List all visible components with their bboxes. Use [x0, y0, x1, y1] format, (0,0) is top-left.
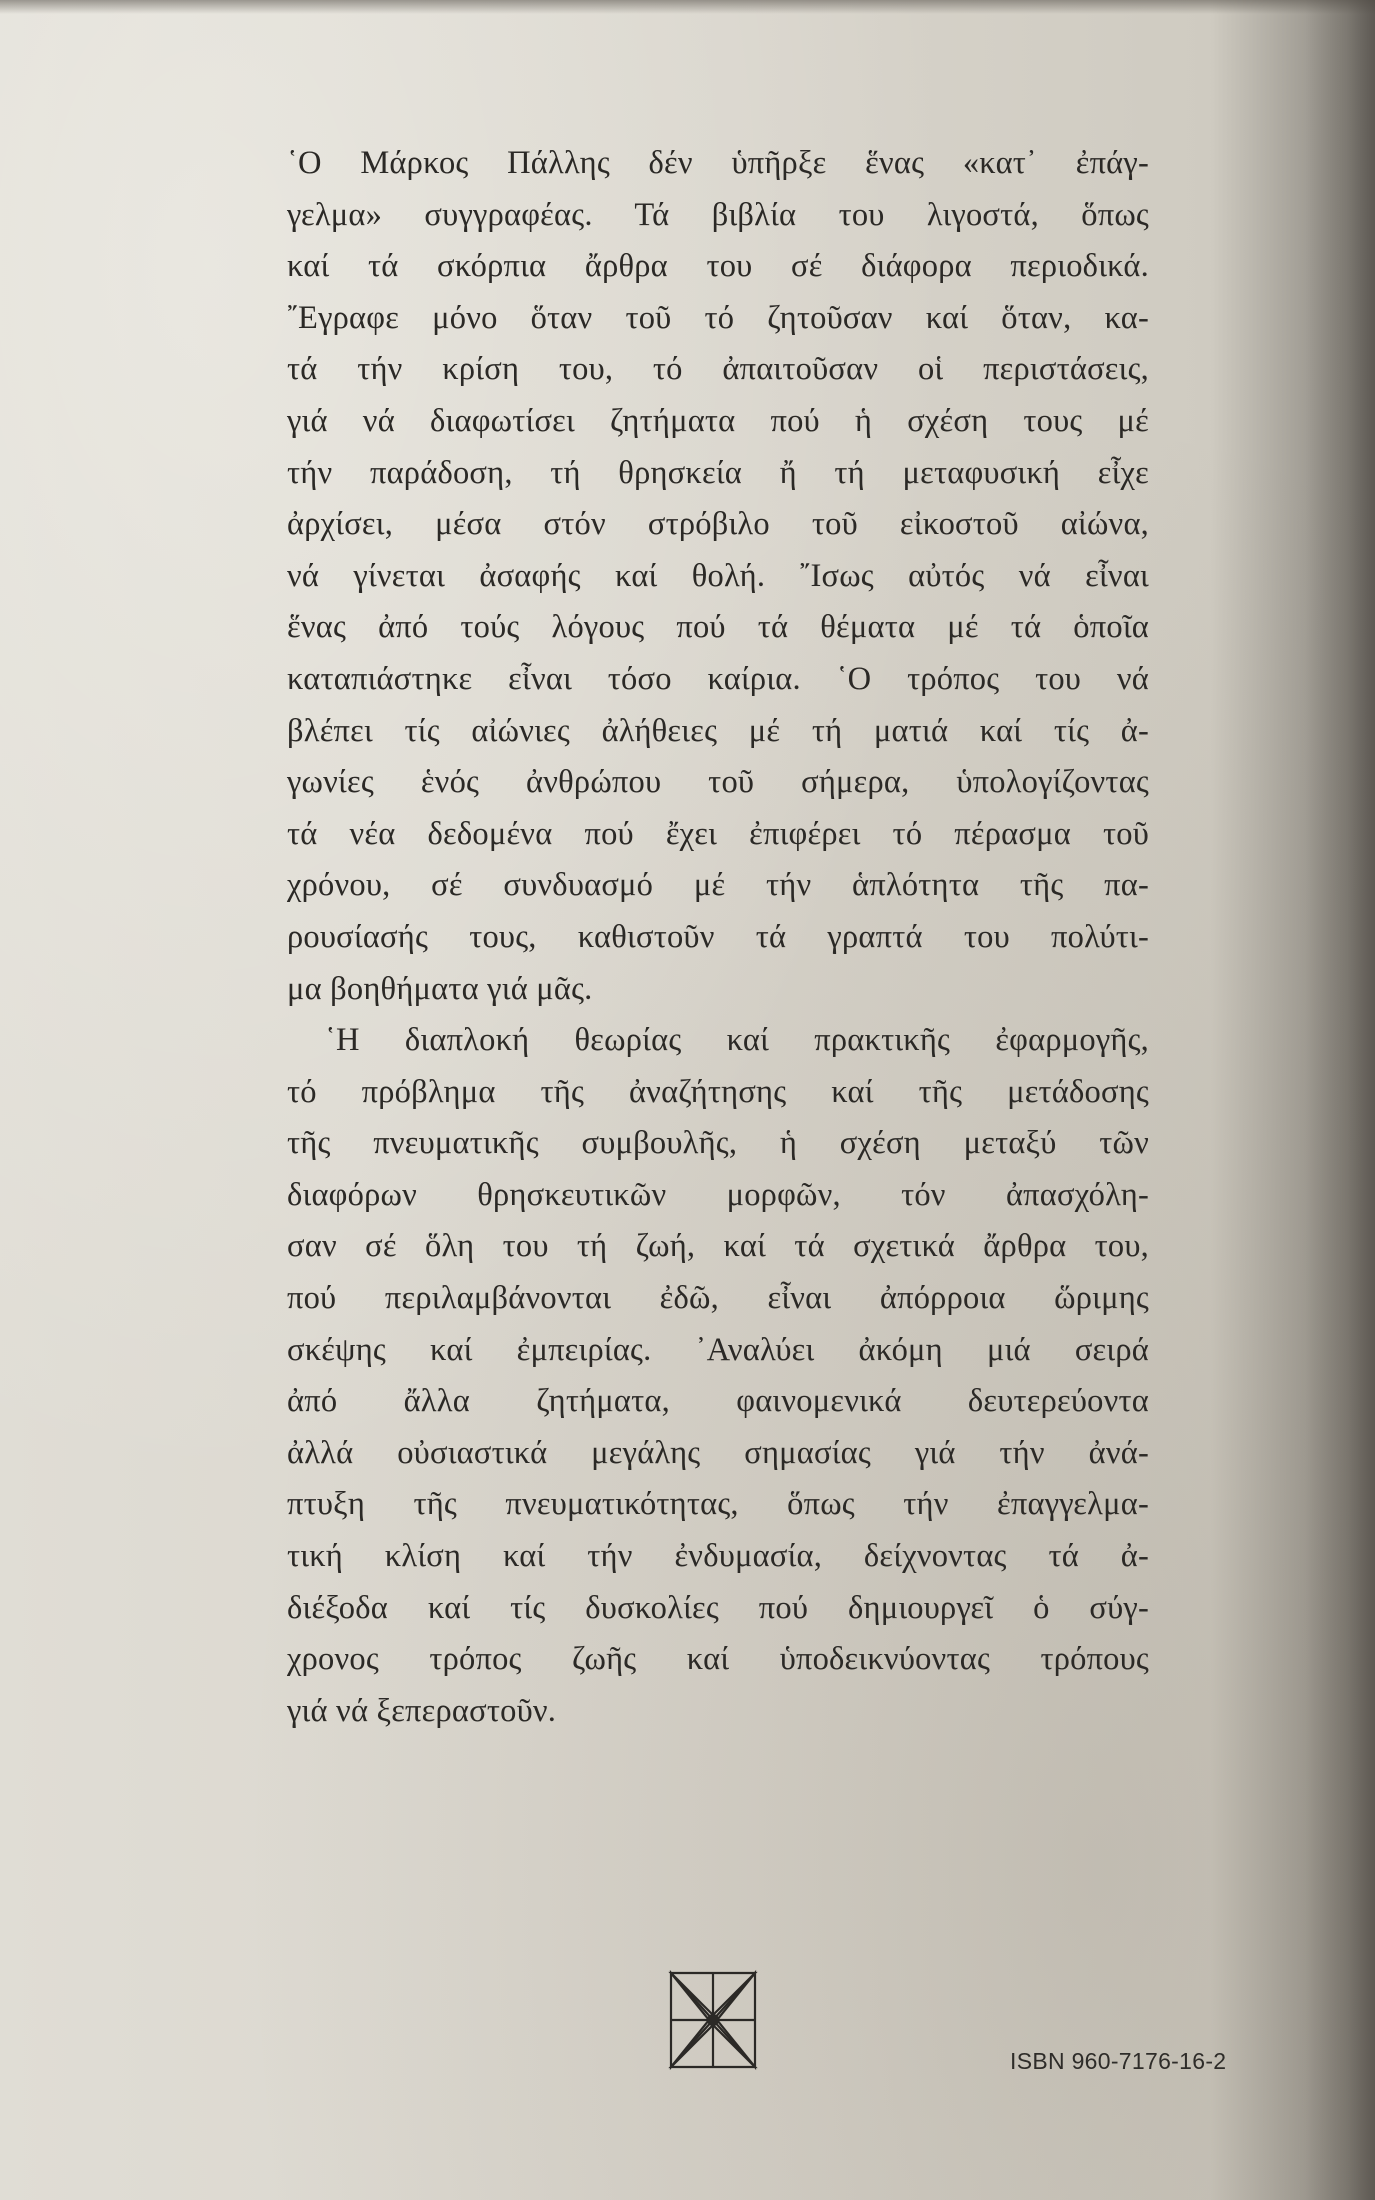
text-line: ῾Ο Μάρκος Πάλλης δέν ὑπῆρξε ἕνας «κατ᾽ ἐπάγ- — [287, 145, 1149, 181]
text-line: τά τήν κρίση του, τό ἀπαιτοῦσαν οἱ περιστάσεις, — [287, 351, 1149, 388]
paragraph-2 — [287, 1015, 1149, 1737]
text-line: χρονος τρόπος ζωῆς καί ὑποδεικνύοντας τρόπους — [287, 1641, 1149, 1678]
text-line: διέξοδα καί τίς δυσκολίες πού δημιουργεῖ ὁ σύγ- — [287, 1589, 1149, 1626]
text-line: μα βοηθήματα γιά μᾶς. — [287, 970, 593, 1007]
text-line: σκέψης καί ἐμπειρίας. ᾽Αναλύει ἀκόμη μιά σειρά — [287, 1331, 1149, 1368]
page-top-shadow — [0, 0, 1375, 14]
text-line: τήν παράδοση, τή θρησκεία ἤ τή μεταφυσική εἶχε — [287, 454, 1149, 491]
text-line: καταπιάστηκε εἶναι τόσο καίρια. ῾Ο τρόπος του νά — [287, 660, 1149, 697]
text-line: ἕνας ἀπό τούς λόγους πού τά θέματα μέ τά ὁποῖα — [287, 609, 1149, 646]
text-line: πού περιλαμβάνονται ἐδῶ, εἶναι ἀπόρροια ὥριμης — [287, 1280, 1149, 1317]
text-line: βλέπει τίς αἰώνιες ἀλήθειες μέ τή ματιά καί τίς ἀ- — [287, 712, 1149, 749]
page-right-edge-shadow — [1305, 0, 1375, 2200]
text-line: γιά νά ξεπεραστοῦν. — [287, 1692, 557, 1729]
text-line: τική κλίση καί τήν ἐνδυμασία, δείχνοντας τά ἀ- — [287, 1538, 1149, 1575]
text-line: ῎Εγραφε μόνο ὅταν τοῦ τό ζητοῦσαν καί ὅταν, κα- — [287, 299, 1149, 336]
text-line: ἀρχίσει, μέσα στόν στρόβιλο τοῦ εἰκοστοῦ αἰώνα, — [287, 506, 1149, 543]
text-line: νά γίνεται ἀσαφής καί θολή. ῎Ισως αὐτός νά εἶναι — [287, 557, 1149, 594]
text-line: καί τά σκόρπια ἄρθρα του σέ διάφορα περιοδικά. — [287, 248, 1149, 285]
text-line: πτυξη τῆς πνευματικότητας, ὅπως τήν ἐπαγγελμα- — [287, 1486, 1149, 1523]
back-cover-text — [287, 138, 1149, 1737]
isbn-label: ISBN 960-7176-16-2 — [1010, 2048, 1227, 2074]
text-line: διαφόρων θρησκευτικῶν μορφῶν, τόν ἀπασχόλη- — [287, 1176, 1149, 1213]
text-line: γελμα» συγγραφέας. Τά βιβλία του λιγοστά, ὅπως — [287, 196, 1149, 233]
text-line: τῆς πνευματικῆς συμβουλῆς, ἡ σχέση μεταξύ τῶν — [287, 1125, 1149, 1162]
text-line: ῾Η διαπλοκή θεωρίας καί πρακτικῆς ἐφαρμογῆς, — [325, 1022, 1149, 1059]
text-line: γιά νά διαφωτίσει ζητήματα πού ἡ σχέση τους μέ — [287, 402, 1149, 439]
text-line: ἀλλά οὐσιαστικά μεγάλης σημασίας γιά τήν ἀνά- — [287, 1434, 1149, 1471]
text-line: ρουσίασής τους, καθιστοῦν τά γραπτά του πολύτι- — [287, 918, 1149, 955]
text-line: τά νέα δεδομένα πού ἔχει ἐπιφέρει τό πέρασμα τοῦ — [287, 815, 1149, 852]
text-line: ἀπό ἄλλα ζητήματα, φαινομενικά δευτερεύοντα — [287, 1383, 1149, 1420]
cross-star-emblem-icon — [665, 1967, 761, 2073]
text-line: χρόνου, σέ συνδυασμό μέ τήν ἁπλότητα τῆς πα- — [287, 867, 1149, 904]
text-line: τό πρόβλημα τῆς ἀναζήτησης καί τῆς μετάδοσης — [287, 1073, 1149, 1110]
text-line: σαν σέ ὅλη του τή ζωή, καί τά σχετικά ἄρθρα του, — [287, 1228, 1149, 1265]
text-line: γωνίες ἑνός ἀνθρώπου τοῦ σήμερα, ὑπολογίζοντας — [287, 764, 1149, 801]
paragraph-1 — [287, 138, 1149, 1015]
